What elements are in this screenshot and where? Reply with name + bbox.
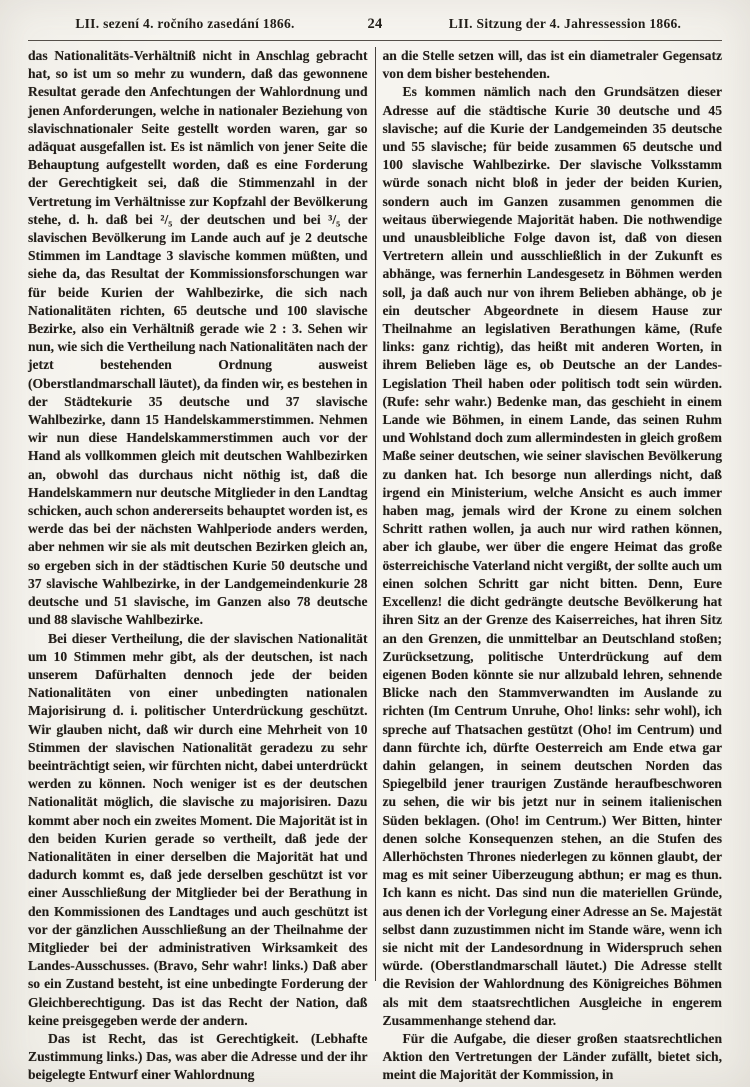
paragraph: das Nationalitäts-Verhältniß nicht in Anschlag gebracht hat, so ist um so mehr zu wundern, daß das gewonnene Resultat gerade den Anfechtungen der Wahlordnung und jenen Anforderungen, welche in nationaler Beziehung von slavischnationaler Seite gestellt worden waren, gar so adäquat ausgefallen ist. Es ist nämlich von jener Seite die Behauptung aufgestellt worden, daß es eine Forderung der Gerechtigkeit sei, daß die Stimmenzahl in der Vertretung im Verhältnisse zur Kopfzahl der Bevölkerung stehe, d. h. daß bei ²/₅ der deutschen und bei ³/₅ der slavischen Bevölkerung im Lande auch auf je 2 deutsche Stimmen im Landtage 3 slavische kommen müßten, und siehe da, das Resultat der Kommissionsforschungen war für beide Kurien der Wahlbezirke, die sich nach Nationalitäten richten, 65 deutsche und 100 slavische Bezirke, also ein Verhältniß gerade wie 2 : 3. Sehen wir nun, wie sich die Vertheilung nach Nationalitäten nach der jetzt bestehenden Ordnung ausweist (Oberstlandmarschall läutet), da finden wir, es bestehen in der Städtekurie 35 deutsche und 37 slavische Wahlbezirke, dann 15 Handelskammerstimmen. Nehmen wir nun diese Handelskammerstimmen auch vor der Hand als vollkommen gleich mit deutschen Wahlbezirken an, obwohl das durchaus nicht nöthig ist, daß die Handelskammern nur deutsche Mitglieder in den Landtag schicken, auch schon andererseits behauptet worden ist, es werde das bei der nächsten Wahlperiode anders werden, aber nehmen wir sie als mit deutschen Bezirken gleich an, so ergeben sich in der städtischen Kurie 50 deutsche und 37 slavische Wahlbezirke, in der Landgemeindenkurie 28 deutsche und 51 slavische, im Ganzen also 78 deutsche und 88 slavische Wahlbezirke. xyxy=(28,48,368,628)
right-column xyxy=(376,47,723,1083)
paragraph: Das ist Recht, das ist Gerechtigkeit. (Lebhafte Zustimmung links.) Das, was aber die Adresse und der ihr beigelegte Entwurf einer Wahlordnung xyxy=(28,1030,368,1083)
text-columns xyxy=(0,41,750,1083)
paragraph: an die Stelle setzen will, das ist ein diametraler Gegensatz von dem bisher bestehenden. xyxy=(382,48,722,82)
paragraph: Es kommen nämlich nach den Grundsätzen dieser Adresse auf die städtische Kurie 30 deutsche und 45 slavische; auf die Kurie der Landgemeinden 35 deutsche und 55 slavische; für beide zusammen 65 deutsche und 100 slavische Wahlbezirke. Der slavische Volksstamm würde sonach nicht bloß in jeder der beiden Kurien, sondern auch im Ganzen zusammen genommen die weitaus überwiegende Majorität haben. Die nothwendige und unausbleibliche Folge davon ist, daß von diesen Vertretern allein und ausschließlich in der Zukunft es abhänge, was fernerhin Landesgesetz in Böhmen werden soll, ja daß auch nur von ihrem Belieben abhänge, ob je ein deutscher Abgeordnete in diesem Hause zur Theilnahme an legislativen Berathungen käme, (Rufe links: ganz richtig), das heißt mit anderen Worten, in ihrem Belieben läge es, ob Deutsche an der Landes-Legislation Theil haben oder politisch todt sein würden. (Rufe: sehr wahr.) Bedenke man, das geschieht in einem Lande wie Böhmen, in einem Lande, das seinen Ruhm und Wohlstand doch zum allermindesten in gleich großem Maße seiner deutschen, wie seiner slavischen Bevölkerung zu danken hat. Ich besorge nun allerdings nicht, daß irgend ein Ministerium, welche Ansicht es auch immer haben mag, jemals wird der Krone zu einem solchen Schritt rathen wollen, ja auch nur wird rathen können, aber ich glaube, wer über die engere Heimat das große österreichische Vaterland nicht vergißt, der sollte auch um einen solchen Schritt gar nicht bitten. Denn, Eure Excellenz! die dicht gedrängte deutsche Bevölkerung hat ihren Sitz an der Grenze des Kaiserreiches, hat ihren Sitz an den Grenzen, die unmittelbar an Deutschland stoßen; Zurücksetzung, politische Unterdrückung auf dem eigenen Boden könnte sie nur allzubald lehren, sehnende Blicke nach den Stammverwandten im Auslande zu richten (Im Centrum Unruhe, Oho! links: sehr wohl), ich spreche auf Thatsachen gestützt (Oho! im Centrum) und dann fürchte ich, dürfte Oesterreich am Ende etwa gar dahin gelangen, in seinem deutschen Norden das Spiegelbild jener traurigen Zustände heraufbeschworen zu sehen, die wir bis jetzt nur in seinem italienischen Süden beklagen. (Oho! im Centrum.) Wer Bitten, hinter denen solche Konsequenzen stehen, an die Stufen des Allerhöchsten Thrones niederlegen zu können glaubt, der mag es mit seiner Uiberzeugung abthun; er mag es thun. Ich kann es nicht. Das sind nun die materiellen Gründe, aus denen ich der Vorlegung einer Adresse an Se. Majestät selbst dann zuzustimmen nicht im Stande wäre, wenn ich sie nicht mit der Landesordnung in Widerspruch sehen würde. (Oberstlandmarschall läutet.) Die Adresse stellt die Revision der Wahlordnung des Königreiches Böhmen als mit dem staatsrechtlichen Ausgleiche in engerem Zusammenhange stehend dar. xyxy=(382,84,722,1028)
left-column xyxy=(28,47,375,1083)
header-czech-title: LII. sezení 4. ročního zasedání 1866. xyxy=(75,16,295,31)
page-header xyxy=(0,0,750,37)
page-number: 24 xyxy=(367,16,383,32)
header-german-title: LII. Sitzung der 4. Jahressession 1866. xyxy=(448,16,682,31)
paragraph: Für die Aufgabe, die dieser großen staatsrechtlichen Aktion den Vertretungen der Länder zufällt, bietet sich, meint die Majorität der Kommission, in xyxy=(382,1030,722,1083)
paragraph: Bei dieser Vertheilung, die der slavischen Nationalität um 10 Stimmen mehr gibt, als der deutschen, ist nach unserem Dafürhalten dennoch jede der beiden Nationalitäten von einer unbedingten nationalen Majorisirung d. i. politischer Unterdrückung geschützt. Wir glauben nicht, daß wir durch eine Mehrheit von 10 Stimmen der slavischen Nationalität geradezu zu sehr beeinträchtigt seien, wir fürchten nicht, dabei unterdrückt werden zu können. Noch weniger ist es der deutschen Nationalität möglich, die slavische zu majorisiren. Dazu kommt aber noch ein zweites Moment. Die Majorität ist in den beiden Kurien gerade so vertheilt, daß jede der Nationalitäten in einer derselben die Majorität hat und dadurch kommt es, daß jede derselben geschützt ist vor einer Ausschließung der Mitglieder bei der Berathung in den Kommissionen des Landtages und auch geschützt ist vor der gänzlichen Ausschließung an der Theilnahme der Mitglieder bei der administrativen Wirksamkeit des Landes-Ausschusses. (Bravo, Sehr wahr! links.) Daß aber so ein Zustand besteht, ist eine unbedingte Forderung der Gleichberechtigung. Das ist das Recht der Nation, daß keine preisgegeben werde der andern. xyxy=(28,630,368,1028)
